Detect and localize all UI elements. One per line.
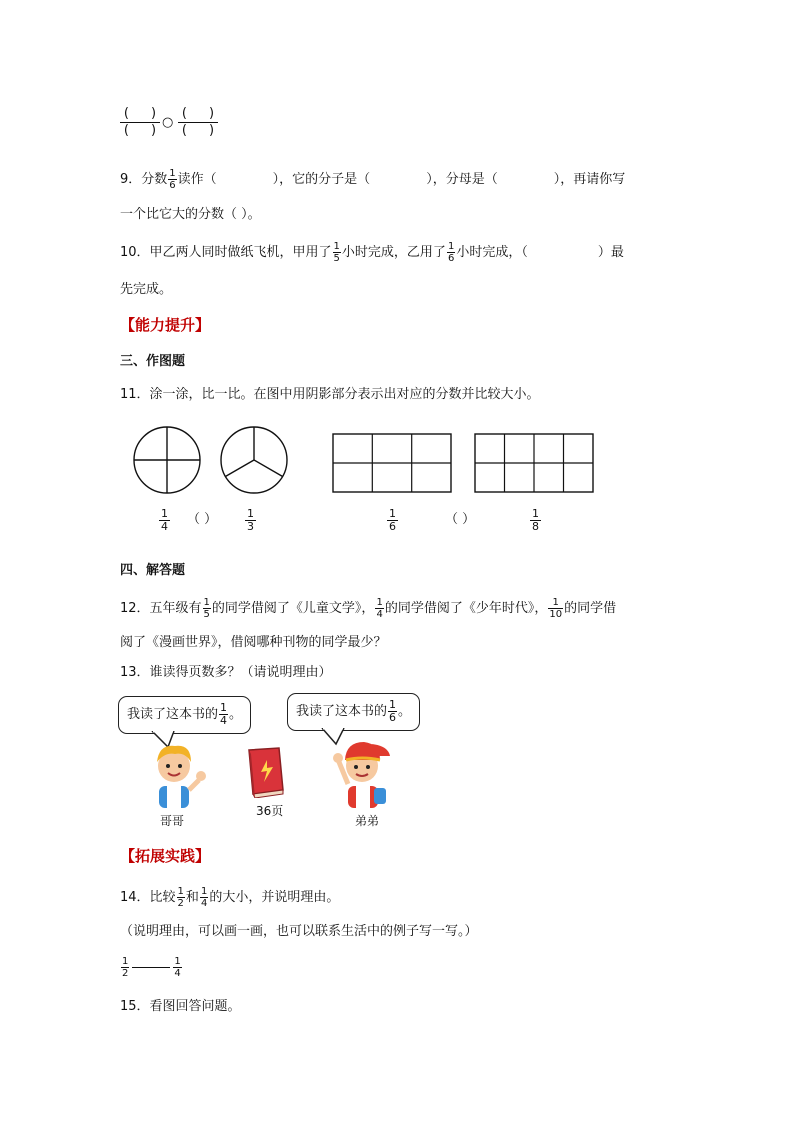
- section-4-title: 四、解答题: [120, 563, 186, 578]
- fraction: $\frac{1}{6}$: [169, 168, 176, 191]
- fraction: $\frac{1}{2}$: [177, 886, 184, 909]
- fraction: $\frac{1}{5}$: [203, 597, 210, 620]
- label-brother: 哥哥: [160, 814, 185, 828]
- q11-figures: [120, 420, 600, 500]
- section-3-title: 三、作图题: [120, 354, 186, 369]
- q10-line1: 10．甲乙两人同时做纸飞机，甲用了 $\frac{1}{5}$ 小时完成，乙用了 $\frac{1}{6}$ 小时完成，（ ）最: [120, 241, 624, 264]
- q10-line2: 先完成。: [120, 282, 173, 297]
- fraction-third: $\frac{1}{3}$: [247, 507, 254, 533]
- fraction-eighth: $\frac{1}{8}$: [532, 507, 539, 533]
- speech-bubble-younger: 我读了这本书的 $\frac{1}{6}$ 。: [287, 693, 420, 731]
- rectangle-eighths[interactable]: [475, 434, 593, 492]
- compare-blank-left[interactable]: （ ）: [187, 512, 218, 527]
- label-younger-brother: 弟弟: [355, 814, 380, 828]
- brother-cartoon-icon: [143, 740, 209, 810]
- paren-open: (: [123, 106, 129, 121]
- fraction: $\frac{1}{4}$: [174, 956, 181, 979]
- speech-bubble-brother: 我读了这本书的 $\frac{1}{4}$ 。: [118, 696, 251, 734]
- compare-blank-right[interactable]: （ ）: [445, 512, 476, 527]
- fraction-sixth: $\frac{1}{6}$: [389, 507, 396, 533]
- q8-right-fraction-blank[interactable]: ( ) ( ): [178, 106, 218, 139]
- fraction: $\frac{1}{4}$: [220, 701, 228, 727]
- fraction: $\frac{1}{6}$: [389, 698, 397, 724]
- circle-thirds[interactable]: [221, 427, 287, 493]
- q13-text: 13．谁读得页数多？（请说明理由）: [120, 665, 332, 680]
- q11-text: 11．涂一涂，比一比。在图中用阴影部分表示出对应的分数并比较大小。: [120, 387, 540, 402]
- compare-answer-line[interactable]: [132, 967, 170, 968]
- paren-close: ): [151, 106, 157, 121]
- label-book-pages: 36页: [256, 804, 284, 818]
- q9-line2: 一个比它大的分数（ ）。: [120, 207, 261, 222]
- q12-line1: 12．五年级有 $\frac{1}{5}$ 的同学借阅了《儿童文学》， $\frac{1}{4}$ 的同学借阅了《少年时代》， $\frac{1}{10}$ 的同学借: [120, 597, 617, 620]
- q14-hint: （说明理由，可以画一画，也可以联系生活中的例子写一写。）: [120, 924, 478, 939]
- q12-line2: 阅了《漫画世界》，借阅哪种刊物的同学最少？: [120, 635, 387, 650]
- rectangle-sixths[interactable]: [333, 434, 451, 492]
- q8-compare-blank: [120, 106, 230, 150]
- fraction-quarter: $\frac{1}{4}$: [161, 507, 168, 533]
- compare-circle[interactable]: ○: [162, 115, 174, 130]
- fraction: $\frac{1}{6}$: [447, 241, 455, 264]
- fraction: $\frac{1}{4}$: [200, 886, 208, 909]
- heading-expand: 【拓展实践】: [120, 847, 211, 865]
- q14-line1: 14．比较 $\frac{1}{2}$ 和 $\frac{1}{4}$ 的大小，并说明理由。: [120, 886, 340, 909]
- q9-line1: 9．分数 $\frac{1}{6}$ 读作（ ），它的分子是（ ），分母是（ ），再请你写: [120, 168, 626, 191]
- younger-brother-cartoon-icon: [328, 736, 396, 810]
- book-icon: [243, 746, 287, 798]
- q14-compare-line: [120, 956, 183, 984]
- q15-text: 15．看图回答问题。: [120, 999, 241, 1014]
- fraction: $\frac{1}{5}$: [333, 241, 340, 264]
- circle-quarters[interactable]: [134, 427, 200, 493]
- heading-ability: 【能力提升】: [120, 316, 211, 334]
- fraction: $\frac{1}{2}$: [122, 956, 129, 979]
- q8-left-fraction-blank[interactable]: ( ) ( ): [120, 106, 160, 139]
- fraction: $\frac{1}{4}$: [376, 597, 383, 620]
- fraction: $\frac{1}{10}$: [549, 597, 563, 620]
